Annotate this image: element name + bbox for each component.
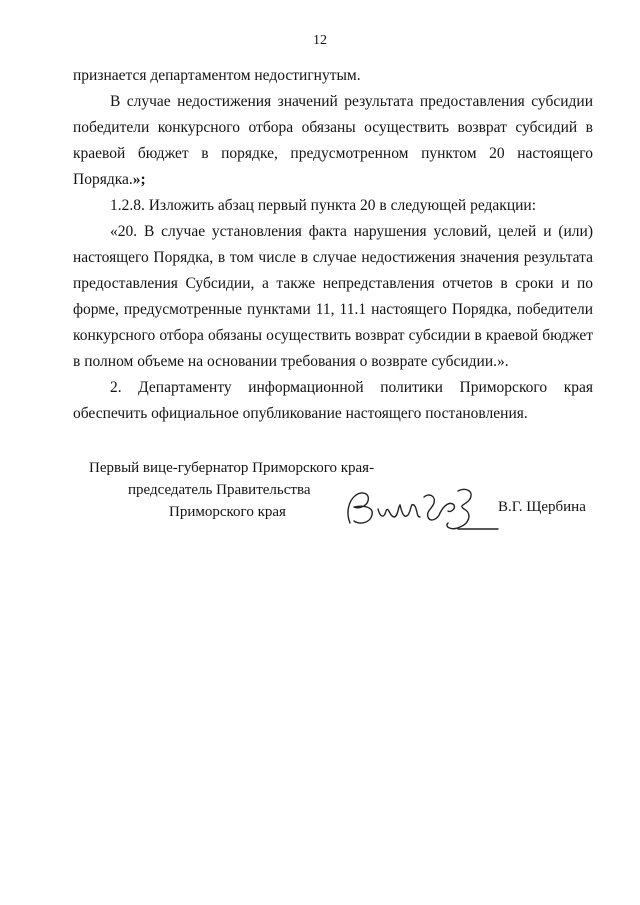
document-body xyxy=(73,63,593,427)
signer-title-line-1: Первый вице-губернатор Приморского края- xyxy=(89,460,375,476)
paragraph-publication-order: 2. Департаменту информационной политики Приморского края обеспечить официальное опубликование настоящего постановления. xyxy=(73,379,593,422)
closing-quote-mark: »; xyxy=(132,171,146,188)
paragraph-refund-condition xyxy=(73,89,593,193)
page-number: 12 xyxy=(313,33,327,48)
signer-title-line-2: председатель Правительства xyxy=(128,482,311,498)
paragraph-continuation: признается департаментом недостигнутым. xyxy=(73,67,361,84)
paragraph-amendment-1-2-8: 1.2.8. Изложить абзац первый пункта 20 в следующей редакции: xyxy=(110,197,537,214)
handwritten-signature xyxy=(340,483,500,533)
signature-block xyxy=(0,455,640,535)
signer-name: В.Г. Щербина xyxy=(498,499,586,515)
signer-title-line-3: Приморского края xyxy=(169,504,286,520)
paragraph-refund-text: В случае недостижения значений результата предоставления субсидии победители конкурсного отбора обязаны осуществить возврат субсидий в краевой бюджет в порядке, предусмотренном пунктом 20 настоящего Порядка. xyxy=(73,93,593,188)
paragraph-point-20: «20. В случае установления факта нарушения условий, целей и (или) настоящего Порядка, в том числе в случае недостижения значения результата предоставления Субсидии, а также непредставления отчетов в сроки и по форме, предусмотренные пунктами 11, 11.1 настоящего Порядка, победители конкурсного отбора обязаны осуществить возврат субсидии в краевой бюджет в полном объеме на основании требования о возврате субсидии.». xyxy=(73,223,593,370)
